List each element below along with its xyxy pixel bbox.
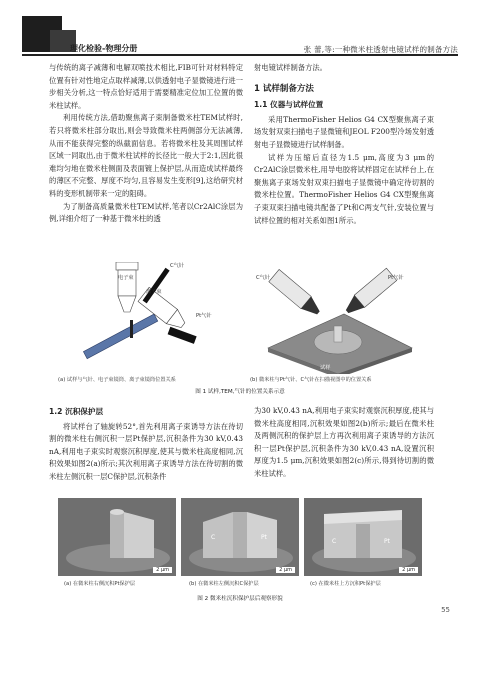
scale-bar: 2 μm [399,567,418,573]
label-c-needle-a: C气针 [170,263,184,269]
header-rule [22,54,458,56]
paragraph: 射电镜试样制备方法。 [254,63,327,72]
label-pt-needle-b: Pt气针 [388,275,404,281]
sem-panel-a [58,498,176,576]
figure-2b-caption: (b) 在微米柱左侧沉积C保护层 [189,581,259,587]
figure-1-title: 图 1 试样,TEM,气针的位置关系示意 [195,389,285,395]
paragraph: 将试样台了轴旋转52°,首先利用离子束诱导方法在待切割的微米柱右侧沉积一层Pt保护层,沉积条件为30 kV,0.43 nA,利用电子束实时观察沉积厚度,使其与微米柱高度相同,沉积效果如图2(a)所示;其次利用离子束诱导方法在待切割的微米柱左侧沉积一层C保护层,沉积条件 [49,421,243,481]
figure-2-title: 图 2 微米柱沉积保护层后观察形貌 [197,596,283,602]
label-c-layer: C [211,534,216,541]
label-pt-layer: Pt [261,534,267,541]
label-pt-needle-a: Pt气针 [196,313,212,319]
label-ion-beam: 离子束 [146,289,162,295]
figure-2a-caption: (a) 在微米柱右侧沉积Pt保护层 [64,581,136,587]
figure-1a-caption: (a) 试样与气针、电子束镜筒、离子束镜筒位置关系 [58,377,176,383]
right-column-top [254,62,434,227]
running-title: 张 蕾,等:一种微米柱透射电镜试样的制备方法 [303,45,458,54]
figure-2 [58,498,422,606]
paragraph: 与传统的离子减薄和电解双喷技术相比,FIB可针对材料特定位置有针对性地定点取样减薄,以供透射电子显微镜进行进一步相关分析,这一特点恰好适用于需要精准定位加工位置的微米柱试样。 [49,63,243,110]
subsection-heading: 1.1 仪器与试样位置 [254,100,324,110]
page-number: 55 [441,606,450,614]
sem-panel-b [181,498,299,576]
paragraph: 采用ThermoFisher Helios G4 CX型聚焦离子束场发射双束扫描电子显微镜和JEOL F200型冷场发射透射电子显微镜进行试样制备。 [254,114,434,149]
paragraph: 为了制备高质量微米柱TEM试样,笔者以Cr2AlC涂层为例,详细介绍了一种基于微米柱的透 [49,201,243,224]
figure-1b-caption: (b) 微米柱与Pt气针、C气针在扫描视图中的位置关系 [250,377,372,383]
scale-bar: 2 μm [153,567,172,573]
paragraph: 试样为压缩后直径为1.5 μm,高度为3 μm的Cr2AlC涂层微米柱,用导电胶将试样固定在试样台上,在聚焦离子束场发射双束扫描电子显微镜中确定待切割的微米柱位置。ThermoFisher Helios G4 CX型聚焦离子束双束扫描电镜共配备了Pt和C两支气针,安装位置与试样位置的相对关系如图1所示。 [254,152,434,225]
paragraph: 利用传统方法,借助聚焦离子束制备微米柱TEM试样时,若只将微米柱部分取出,则会导致微米柱两侧部分无法减薄,从而不能获得完整的纵截面信息。若将微米柱及其周围试样区域一同取出,由于微米柱试样的长径比一般大于2:1,因此很难均匀地在微米柱侧面及表面镀上保护层,从而造成试样最终的薄区不完整、厚度不均匀,且容易发生变形[9],这给研究材料的变形机制带来一定的阻碍。 [49,113,243,198]
page-header [0,0,480,64]
figure-1 [58,262,422,396]
label-sample: 试样 [320,365,331,371]
paragraph: 为30 kV,0.43 nA,利用电子束实时观察沉积厚度,使其与微米柱高度相同,沉积效果如图2(b)所示;最后在微米柱及两侧沉积的保护层上方再次利用离子束诱导的方法沉积一层Pt保护层,沉积条件为30 kV,0.43 nA,设置沉积厚度为1.5 μm,沉积效果如图2(c)所示,得到待切割的微米柱试样。 [254,406,434,478]
scale-bar: 2 μm [276,567,295,573]
journal-title: 理化检验-物理分册 [70,44,138,53]
sem-panel-c [304,498,422,576]
subsection-heading: 1.2 沉积保护层 [49,407,104,416]
left-column-mid [49,402,243,484]
label-c-layer: C [332,538,337,545]
figure-2c-caption: (c) 在微米柱上方沉积Pt保护层 [310,581,381,587]
section-heading: 1 试样制备方法 [254,83,314,94]
right-column-mid [254,405,434,481]
label-pt-layer: Pt [384,538,390,545]
label-ebeam: 电子束 [118,275,134,281]
label-c-needle-b: C气针 [256,275,270,281]
left-column-top [49,62,243,226]
